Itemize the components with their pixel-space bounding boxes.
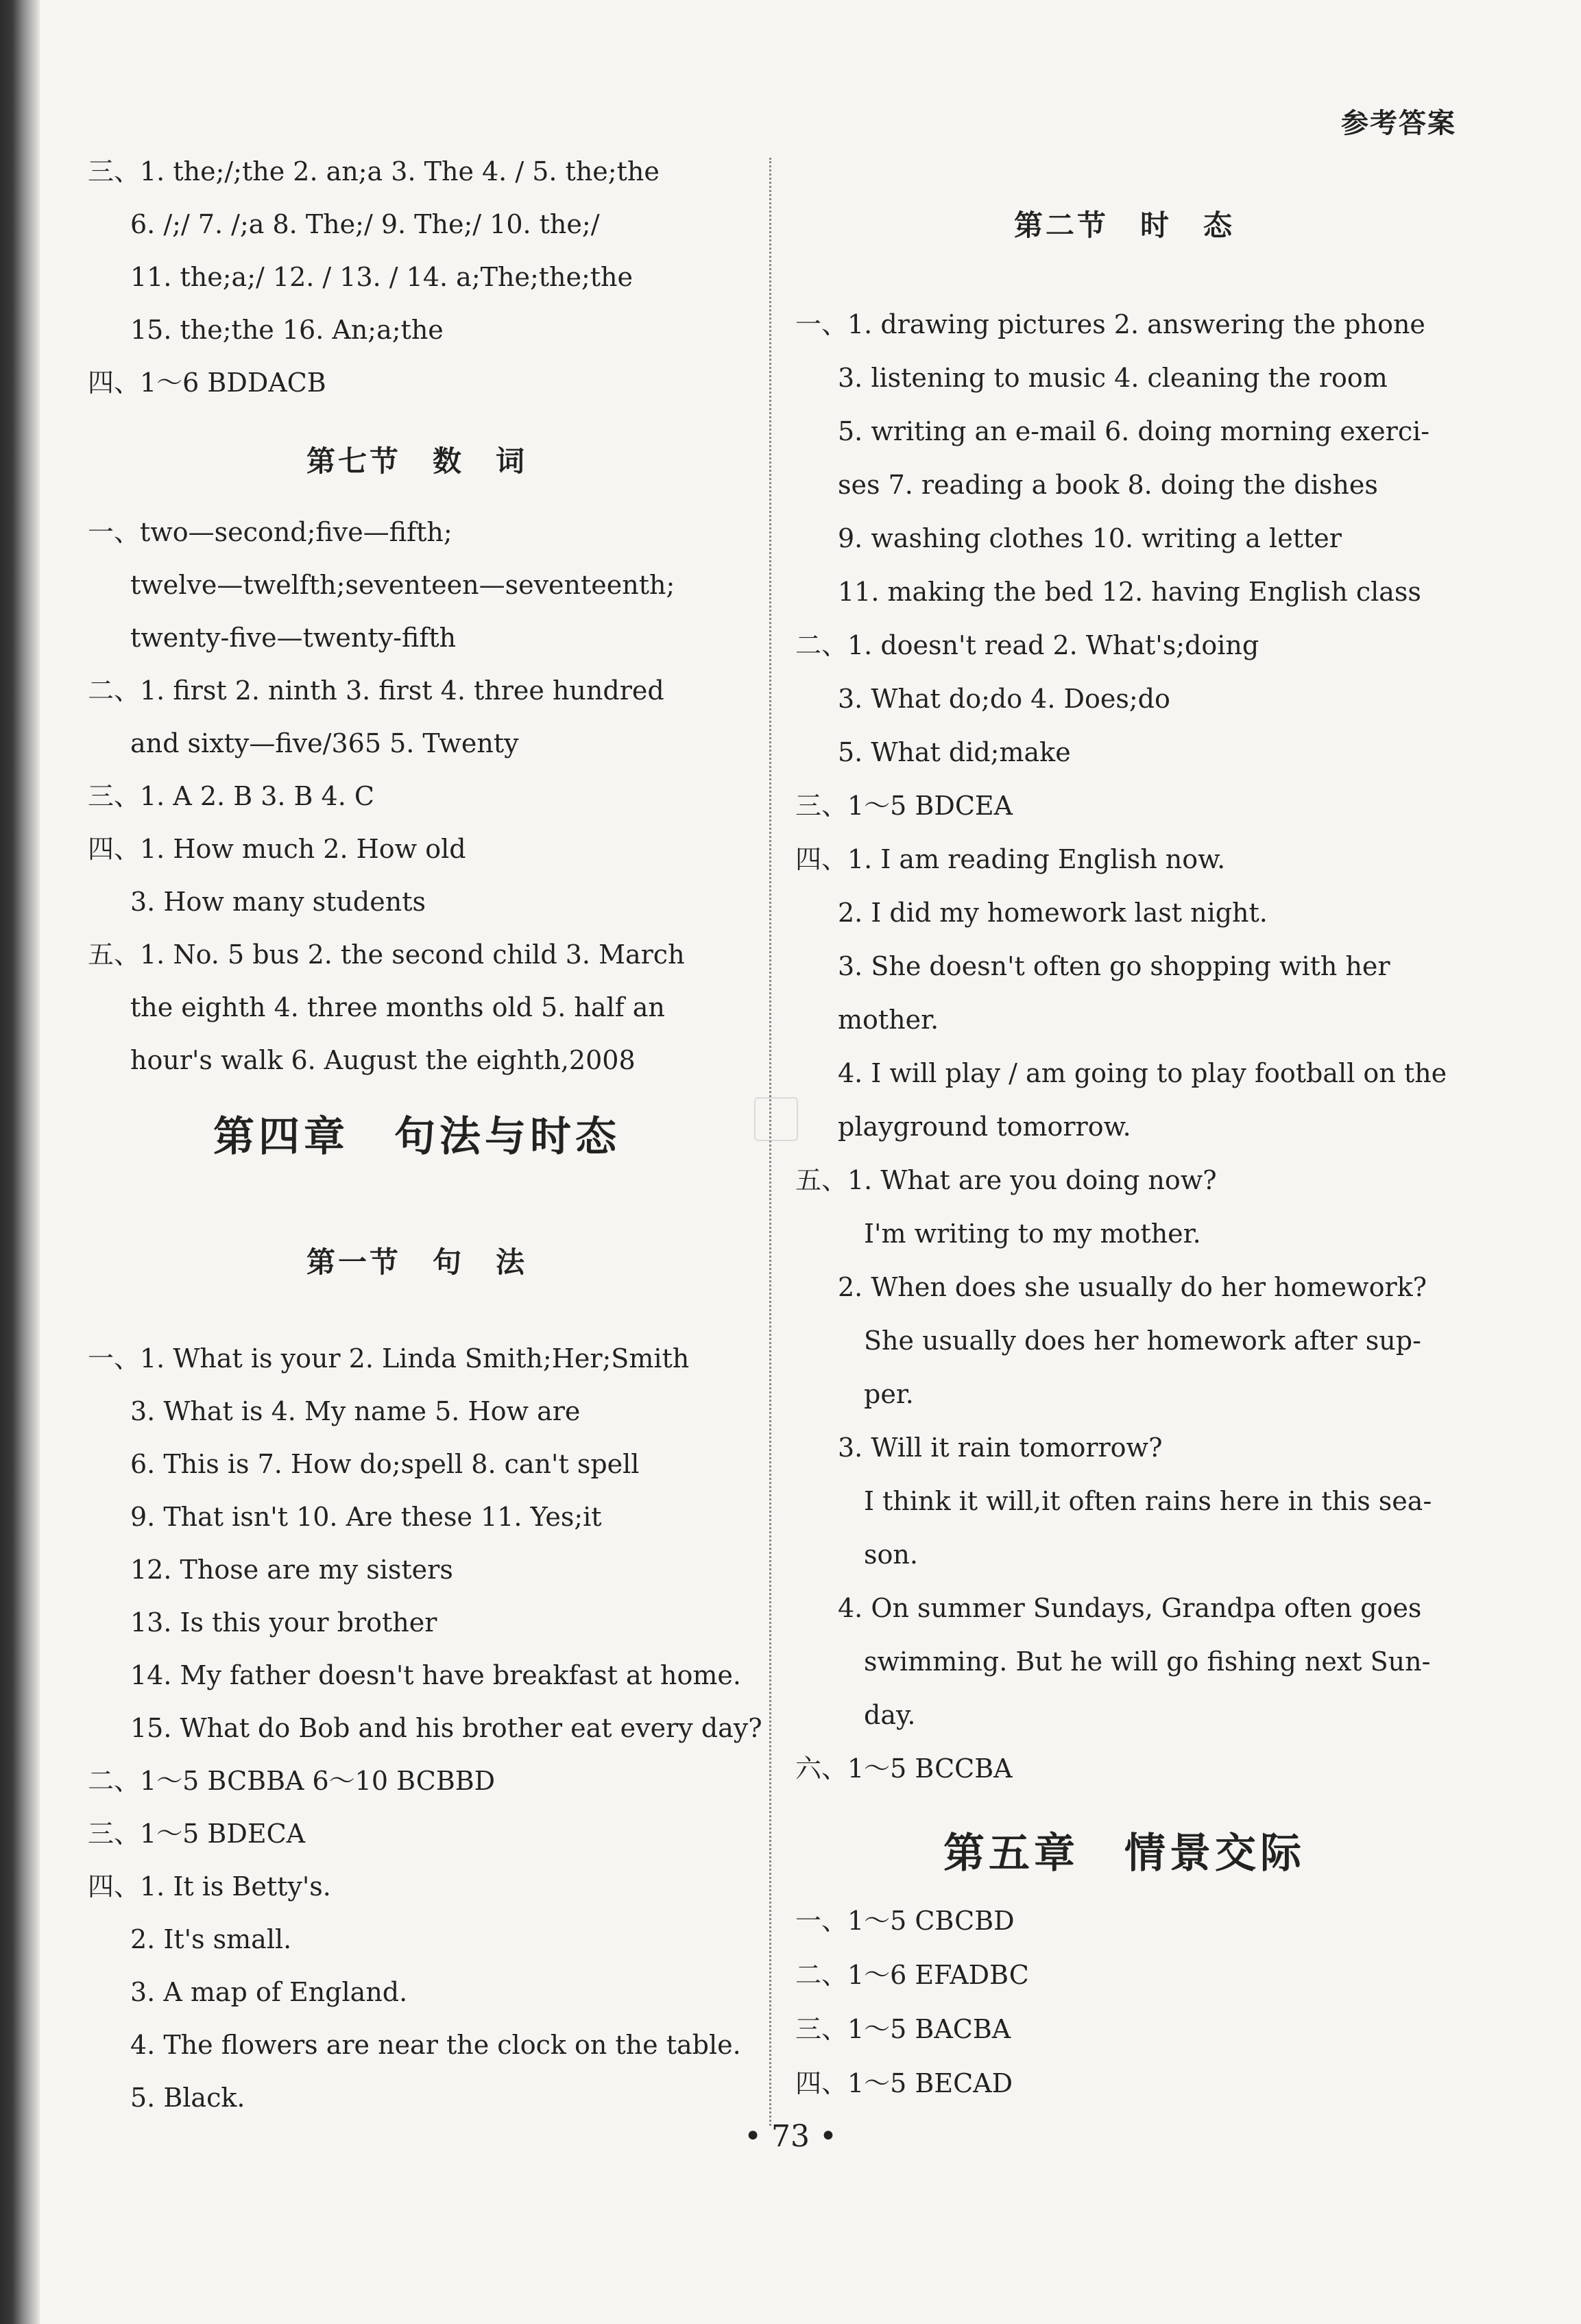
answer-line: son. xyxy=(864,1540,918,1570)
answer-line: 3. She doesn't often go shopping with her xyxy=(838,951,1390,981)
answer-line: 2. It's small. xyxy=(130,1924,292,1954)
answer-line: 二、1. doesn't read 2. What's;doing xyxy=(795,630,1259,660)
answer-line: 5. What did;make xyxy=(838,737,1071,767)
answer-line: mother. xyxy=(838,1005,939,1035)
answer-line: 3. How many students xyxy=(130,887,426,917)
answer-line: I think it will,it often rains here in this sea- xyxy=(864,1486,1432,1516)
answer-line: 14. My father doesn't have breakfast at home. xyxy=(130,1660,741,1690)
answer-line: 四、1～6 BDDACB xyxy=(88,368,326,398)
answer-line: She usually does her homework after sup- xyxy=(864,1326,1421,1356)
answer-line: 4. On summer Sundays, Grandpa often goes xyxy=(838,1593,1422,1623)
chapter-title: 第五章 情景交际 xyxy=(943,1830,1305,1878)
answer-line: 4. I will play / am going to play football on the xyxy=(838,1058,1447,1088)
answer-line: 15. What do Bob and his brother eat every day? xyxy=(130,1713,762,1743)
answer-line: 四、1. It is Betty's. xyxy=(88,1871,331,1902)
answer-line: 三、1～5 BDECA xyxy=(88,1819,306,1849)
page-header: 参考答案 xyxy=(1341,108,1456,139)
answer-line: 三、1～5 BDCEA xyxy=(795,791,1013,821)
answer-line: per. xyxy=(864,1379,914,1409)
answer-line: 一、1. drawing pictures 2. answering the phone xyxy=(795,309,1425,339)
answer-line: 11. the;a;/ 12. / 13. / 14. a;The;the;the xyxy=(130,262,633,292)
answer-line: 13. Is this your brother xyxy=(130,1607,437,1638)
answer-line: day. xyxy=(864,1700,916,1730)
answer-line: 3. A map of England. xyxy=(130,1977,408,2007)
answer-line: 二、1～5 BCBBA 6～10 BCBBD xyxy=(88,1766,496,1796)
answer-line: 15. the;the 16. An;a;the xyxy=(130,315,444,345)
answer-line: 2. I did my homework last night. xyxy=(838,898,1268,928)
answer-line: 五、1. No. 5 bus 2. the second child 3. March xyxy=(88,939,685,970)
answer-line: 11. making the bed 12. having English class xyxy=(838,577,1421,607)
answer-line: the eighth 4. three months old 5. half an xyxy=(130,992,665,1022)
page-number: • 73 • xyxy=(744,2119,837,2154)
answer-line: hour's walk 6. August the eighth,2008 xyxy=(130,1045,636,1075)
answer-line: twelve—twelfth;seventeen—seventeenth; xyxy=(130,570,675,600)
section-title: 第一节 句 法 xyxy=(306,1245,527,1279)
answer-line: 5. writing an e-mail 6. doing morning exerci- xyxy=(838,416,1430,446)
answer-line: and sixty—five/365 5. Twenty xyxy=(130,728,519,758)
answer-line: 4. The flowers are near the clock on the table. xyxy=(130,2030,741,2060)
answer-line: 五、1. What are you doing now? xyxy=(795,1165,1217,1195)
answer-line: 四、1～5 BECAD xyxy=(795,2068,1013,2098)
answer-line: playground tomorrow. xyxy=(838,1112,1131,1142)
answer-line: 二、1～6 EFADBC xyxy=(795,1960,1029,1990)
answer-line: 5. Black. xyxy=(130,2083,245,2113)
section-title: 第七节 数 词 xyxy=(306,444,527,478)
answer-line: I'm writing to my mother. xyxy=(864,1219,1201,1249)
answer-line: 四、1. How much 2. How old xyxy=(88,834,466,864)
answer-line: 一、1. What is your 2. Linda Smith;Her;Smith xyxy=(88,1343,690,1374)
answer-line: 12. Those are my sisters xyxy=(130,1555,453,1585)
answer-line: 三、1～5 BACBA xyxy=(795,2014,1011,2044)
answer-line: 2. When does she usually do her homework? xyxy=(838,1272,1427,1302)
chapter-title: 第四章 句法与时态 xyxy=(213,1113,620,1161)
answer-line: 三、1. A 2. B 3. B 4. C xyxy=(88,781,374,811)
answer-line: 一、1～5 CBCBD xyxy=(795,1906,1015,1936)
faint-stamp xyxy=(754,1097,798,1141)
answer-line: 6. /;/ 7. /;a 8. The;/ 9. The;/ 10. the;/ xyxy=(130,209,600,239)
answer-line: 3. What is 4. My name 5. How are xyxy=(130,1396,581,1426)
answer-line: 3. What do;do 4. Does;do xyxy=(838,684,1170,714)
answer-line: 三、1. the;/;the 2. an;a 3. The 4. / 5. the;the xyxy=(88,156,660,187)
answer-line: 6. This is 7. How do;spell 8. can't spell xyxy=(130,1449,640,1479)
answer-line: 3. Will it rain tomorrow? xyxy=(838,1433,1163,1463)
column-divider xyxy=(769,158,771,2126)
answer-line: twenty-five—twenty-fifth xyxy=(130,623,457,653)
answer-line: ses 7. reading a book 8. doing the dishes xyxy=(838,470,1378,500)
answer-line: 9. washing clothes 10. writing a letter xyxy=(838,523,1342,553)
answer-line: swimming. But he will go fishing next Sun- xyxy=(864,1646,1431,1677)
answer-line: 六、1～5 BCCBA xyxy=(795,1753,1013,1784)
answer-line: 3. listening to music 4. cleaning the room xyxy=(838,363,1388,393)
answer-line: 四、1. I am reading English now. xyxy=(795,844,1226,874)
binding-edge xyxy=(0,0,40,2324)
section-title: 第二节 时 态 xyxy=(1013,208,1235,242)
answer-line: 二、1. first 2. ninth 3. first 4. three hundred xyxy=(88,675,664,706)
answer-line: 9. That isn't 10. Are these 11. Yes;it xyxy=(130,1502,602,1532)
answer-line: 一、two—second;five—fifth; xyxy=(88,517,452,547)
